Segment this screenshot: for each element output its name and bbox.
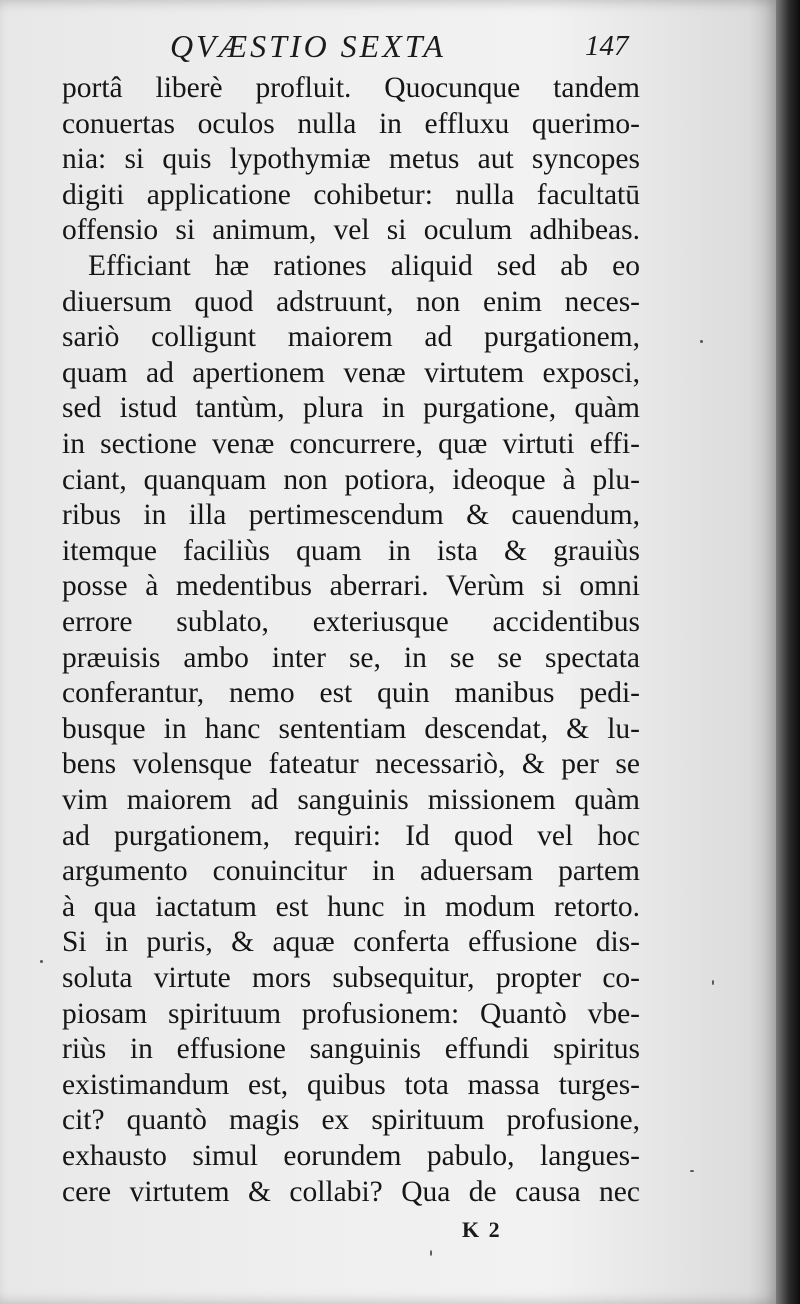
text-line: Si in puris, & aquæ conferta effusione dis- xyxy=(62,926,640,959)
text-line: exhausto simul eorundem pabulo, langues- xyxy=(62,1140,640,1172)
text-line: cit? quantò magis ex spirituum profusione, xyxy=(62,1104,640,1137)
text-line: piosam spirituum profusionem: Quantò vbe- xyxy=(62,997,640,1030)
text-line: ciant, quanquam non potiora, ideoque à plu- xyxy=(62,463,640,496)
text-line: quam ad apertionem venæ virtutem exposci, xyxy=(62,356,640,389)
text-line: soluta virtute mors subsequitur, propter co- xyxy=(62,962,640,994)
text-line: nia: si quis lypothymiæ metus aut syncopes xyxy=(62,143,640,176)
text-line: Efficiant hæ rationes aliquid sed ab eo xyxy=(88,250,640,282)
text-line: ribus in illa pertimescendum & cauendum, xyxy=(62,499,640,532)
text-line: offensio si animum, vel si oculum adhibeas. xyxy=(62,214,640,247)
running-head: QVÆSTIO SEXTA xyxy=(170,28,446,64)
text-line: itemque faciliùs quam in ista & grauiùs xyxy=(62,534,640,567)
text-line: conferantur, nemo est quin manibus pedi- xyxy=(62,677,640,710)
text-line: ad purgationem, requiri: Id quod vel hoc xyxy=(62,819,640,852)
text-line: præuisis ambo inter se, in se se spectata xyxy=(62,641,640,674)
text-line: vim maiorem ad sanguinis missionem quàm xyxy=(62,784,640,816)
text-line: posse à medentibus aberrari. Verùm si omni xyxy=(62,570,640,603)
page-number: 147 xyxy=(585,30,629,62)
text-line: argumento conuincitur in aduersam partem xyxy=(62,855,640,888)
text-line: diuersum quod adstruunt, non enim neces- xyxy=(62,285,640,318)
text-line: riùs in effusione sanguinis effundi spiritus xyxy=(62,1033,640,1066)
text-line: errore sublato, exteriusque accidentibus xyxy=(62,606,640,638)
text-line: sariò colligunt maiorem ad purgationem, xyxy=(62,321,640,354)
page-edge-shadow xyxy=(776,0,800,1304)
text-line: existimandum est, quibus tota massa turges- xyxy=(62,1068,640,1101)
text-line: portâ liberè profluit. Quocunque tandem xyxy=(62,72,640,104)
text-line: busque in hanc sententiam descendat, & lu- xyxy=(62,712,640,745)
text-line: à qua iactatum est hunc in modum retorto. xyxy=(62,890,640,923)
signature-mark: K 2 xyxy=(462,1217,502,1243)
text-line: conuertas oculos nulla in effluxu querimo- xyxy=(62,107,640,140)
text-line: bens volensque fateatur necessariò, & per se xyxy=(62,748,640,781)
text-line: sed istud tantùm, plura in purgatione, quàm xyxy=(62,392,640,425)
text-line: in sectione venæ concurrere, quæ virtuti effi- xyxy=(62,428,640,460)
text-line: digiti applicatione cohibetur: nulla facultatū xyxy=(62,178,640,211)
text-line: cere virtutem & collabi? Qua de causa nec xyxy=(62,1175,640,1208)
